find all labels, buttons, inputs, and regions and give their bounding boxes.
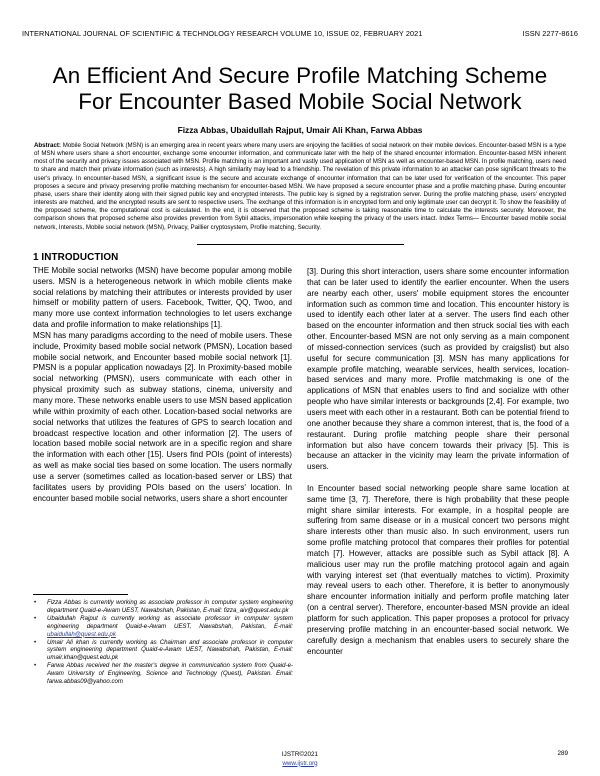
journal-name: INTERNATIONAL JOURNAL OF SCIENTIFIC & TECHNOLOGY RESEARCH VOLUME 10, ISSUE 02, FEBRUARY 2021 (22, 29, 423, 38)
paper-title (20, 63, 580, 115)
bullet-icon: • (34, 662, 37, 670)
footnote-item (31, 599, 293, 615)
paragraph: In Encounter based social networking people share same location at same time [3, 7]. Therefore, there is high probability that these people might share similar interests. For example, in a hospital people are suffering from same disease or in a musical concert two persons might share interests other than music also. In such environment, users run some profile matching protocol that compares their profiles for potential match [7]. However, attacks are possible such as Sybil attack [8]. A malicious user may run the profile matching protocol again and again with varying interest set (that eventually matches to victim). Proximity may reveal users to each other. Therefore, it is better to anonymously share encounter information initially and perform profile matching later (on a central server). Therefore, encounter-based MSN provide an ideal platform for such application. This paper proposes a protocol for privacy preserving profile matching in an encounter-based social network. We carefully design a mechanism that enables users to securely share the encounter (307, 483, 569, 656)
running-header (22, 29, 578, 38)
footnote-text: Fizza Abbas is currently working as associate professor in computer system engineering department Quaid-e-Awam UEST, Nawabshah, Pakistan, E-mail: fizza_aiv@quest.edu.pk (47, 599, 293, 614)
footnote-text: Farwa Abbas received her the master's degree in communication system from Quaid-e-Awam University of Engineering, Science and Technology (Quest), Pakistan. Email: farwa.abbas09@yahoo.com (47, 662, 293, 686)
copyright: IJSTR©2021 (281, 751, 319, 758)
abstract-divider (197, 244, 404, 245)
paragraph: THE Mobile social networks (MSN) have become popular among mobile users. MSN is a heterogeneous network in which mobile clients make social relations by matching their attributes or interests provided by user himself or mobility pattern of users. Facebook, Twitter, QQ, Twoo, and many more use context information technologies to let users exchange data and profile information to make relationships [1]. (33, 265, 292, 330)
paragraph: [3]. During this short interaction, users share some encounter information that can be later used to identify the earlier encounter. When the users are nearby each other, users' mobile equipment stores the encounter information such as common time and location. This encounter history is used to identify each other later at a server. The users find each other based on the encounter information and then struck social ties with each other. Encounter-based MSN are not only serving as a main component of missed-connection services (such as provided by craigslist) but also useful for secure communication [3]. MSN has many applications for example profile matching, wearable services, health services, location-based services and many more. Profile matchmaking is one of the applications of MSN that enables users to find and socialize with other people who have similar interests or backgrounds [2,4]. For example, two users meet with each other in a restaurant. Both can be potential friend to one another because they share a common interest, that is, the food of a restaurant. During profile matching people share their personal information but also have concern towards their privacy [5]. This is because an attacker in the vicinity may learn the private information of users. (307, 267, 569, 472)
title-line-2: For Encounter Based Mobile Social Network (78, 89, 522, 114)
footnote-text: Ubaidullah Rajput is currently working as associate professor in computer system engineering department Quaid-e-Awam UEST, Nawabshah, Pakistan, E-mail: (47, 614, 293, 630)
page-number: 289 (557, 750, 568, 757)
footnote-text: Umair Ali khan is currently working as Chairman and associate professor in computer system engineering department Quaid-e-Awam UEST, Nawabshah, Pakistan, E-mail: umair.khan@quest.edu.pk (47, 638, 293, 662)
footnote-item (31, 615, 293, 639)
email-link[interactable]: ubaidullah@quest.edu.pk (47, 630, 116, 638)
paragraph: MSN has many paradigms according to the need of mobile users. These include, Proximity based mobile social network (PMSN), Location based mobile social network, and Encounter based mobile social network [1]. PMSN is a popular application nowadays [2]. In Proximity-based mobile social networking (PMSN), users communicate with each other in physical proximity such as subway stations, cinema, university and many more. These networks enable users to use MSN based application while within proximity of each other. Location-based social networks are social networks that utilizes the features of GPS to search location and broadcast respective location and other information [2]. The users of location based mobile social network are in a specific region and share the information with each other [15]. Users find POIs (point of interests) as well as make social ties based on some location. The users normally use a server (sometimes called as location-based server or LBS) that facilitates users by providing POIs based on the users' location. In encounter based mobile social networks, users share a short encounter (33, 330, 292, 503)
abstract-text: Mobile Social Network (MSN) is an emerging area in recent years where many users are enjoying the facilities of social network on their mobile devices. Encounter-based MSN is a type of MSN where users share a short encounter, exchange some encounter information, and communicate later with the help of the shared encounter information. Encounter-based MSN inherent most of the security and privacy issues associated with MSN. Profile matching is an important and vastly used application of MSN as well as encounter-based MSN. In profile matching, users need to share and match their private information (such as interests). A high similarity may lead to a friendship. The revelation of this private information to an attacker can pose significant threats to the user's privacy. In encounter-based MSN, a significant issue is the secure and accurate exchange of encounter information that can be later used for verification of the encounter. This paper proposes a secure and privacy preserving profile matching mechanism for encounter-based MSN. We have proposed a secure encounter phase and a profile matching phase. During encounter phase, users share their identity along with their signed public key and encrypted interests. The public key is signed by a registration server. During the profile matching phase, users' encrypted interests are matched, and the encrypted results are sent to respective users. The exchange of this information is in encrypted form and only legitimate user can decrypt it. To show the feasibility of the proposed scheme, the computational cost is calculated. In the end, it is observed that the proposed scheme is taking reasonable time to calculate the interests securely. Moreover, the comparison shows that proposed scheme also provides prevention from Sybil attacks, impersonation while keeping the privacy of the users intact. Index Terms— Encounter based mobile social network, Interests, Mobile social network (MSN), Privacy, Paillier cryptosystem, Profile matching, Security. (34, 142, 566, 231)
issn: ISSN 2277-8616 (522, 29, 578, 38)
footnote-divider (33, 594, 128, 595)
author-list: Fizza Abbas, Ubaidullah Rajput, Umair Ali Khan, Farwa Abbas (177, 125, 423, 135)
left-column (33, 253, 292, 504)
section-heading: 1 INTRODUCTION (33, 252, 119, 263)
page-footer (0, 751, 600, 768)
footnote-item (31, 639, 293, 663)
bullet-icon: • (34, 614, 37, 622)
title-line-1: An Efficient And Secure Profile Matching Scheme (52, 63, 548, 88)
abstract-label: Abstract: (34, 142, 61, 149)
author-footnotes (31, 599, 293, 686)
bullet-icon: • (34, 638, 37, 646)
bullet-icon: • (34, 599, 37, 606)
journal-url-link[interactable]: www.ijstr.org (282, 759, 318, 767)
right-column (307, 267, 569, 657)
abstract (34, 142, 566, 232)
footnote-item (31, 662, 293, 686)
